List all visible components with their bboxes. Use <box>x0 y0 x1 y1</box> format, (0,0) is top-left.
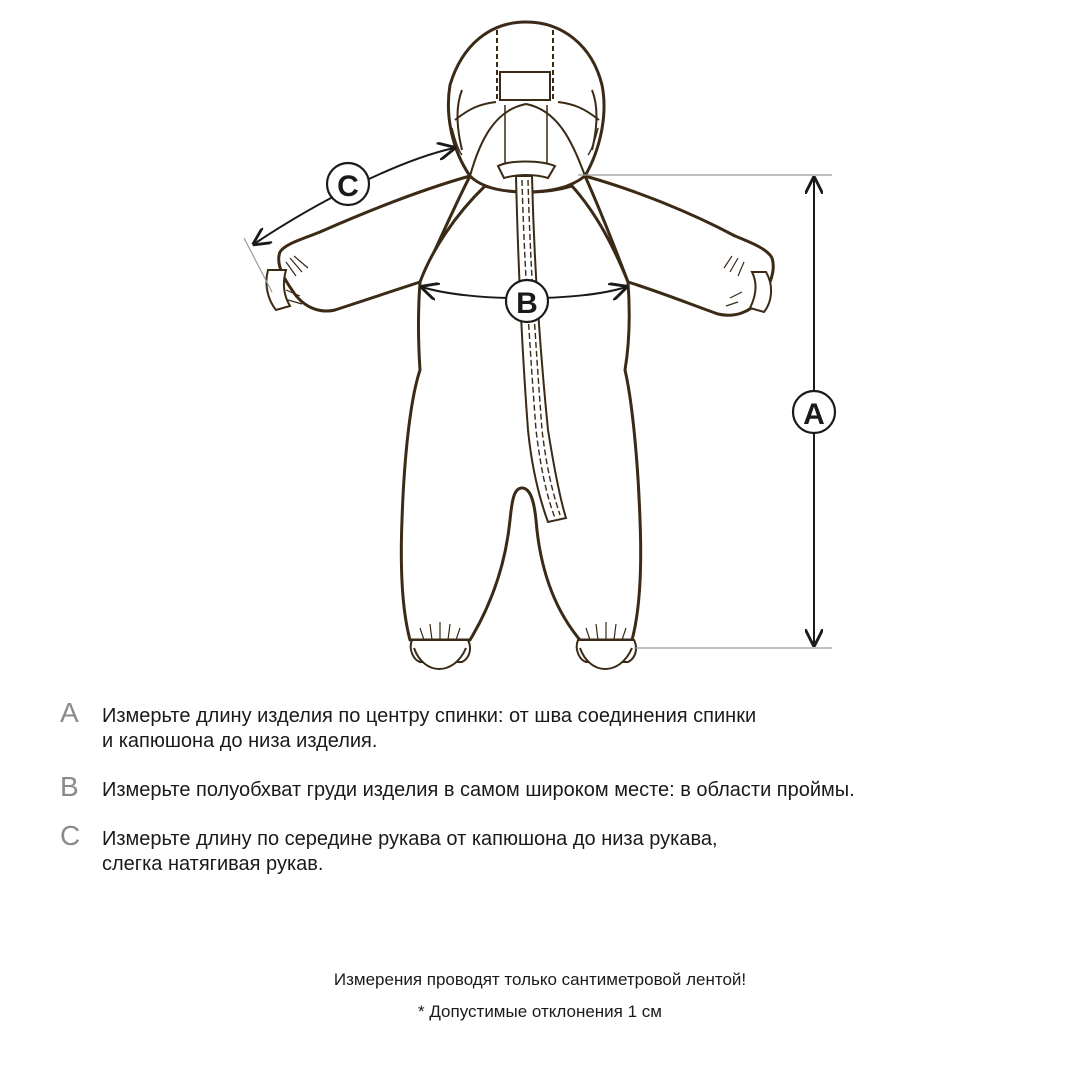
instruction-text <box>102 704 756 754</box>
instruction-b <box>60 771 1040 803</box>
instruction-text <box>102 778 855 803</box>
instruction-c <box>60 820 1040 877</box>
instructions-list <box>60 697 1040 877</box>
instruction-letter: B <box>60 771 79 802</box>
instruction-letter: A <box>60 697 79 728</box>
instruction-letter: C <box>60 820 81 851</box>
measurement-note: Измерения проводят только сантиметровой лентой! <box>333 970 747 989</box>
instruction-line: и капюшона до низа изделия. <box>102 730 378 752</box>
measure-c-label: C <box>337 170 359 203</box>
instruction-line: Измерьте полуобхват груди изделия в самом широком месте: в области проймы. <box>102 779 855 801</box>
measure-c-guide <box>244 238 272 292</box>
measure-a-label: A <box>803 398 825 431</box>
instruction-line: слегка натягивая рукав. <box>102 853 324 875</box>
instruction-text <box>102 827 718 877</box>
instruction-line: Измерьте длину изделия по центру спинки: от шва соединения спинки <box>102 705 757 727</box>
instruction-line: Измерьте длину по середине рукава от капюшона до низа рукава, <box>102 828 718 850</box>
tolerance-note: * Допустимые отклонения 1 см <box>418 1002 662 1021</box>
measure-b-label: B <box>516 287 538 320</box>
instruction-a <box>60 697 1040 754</box>
